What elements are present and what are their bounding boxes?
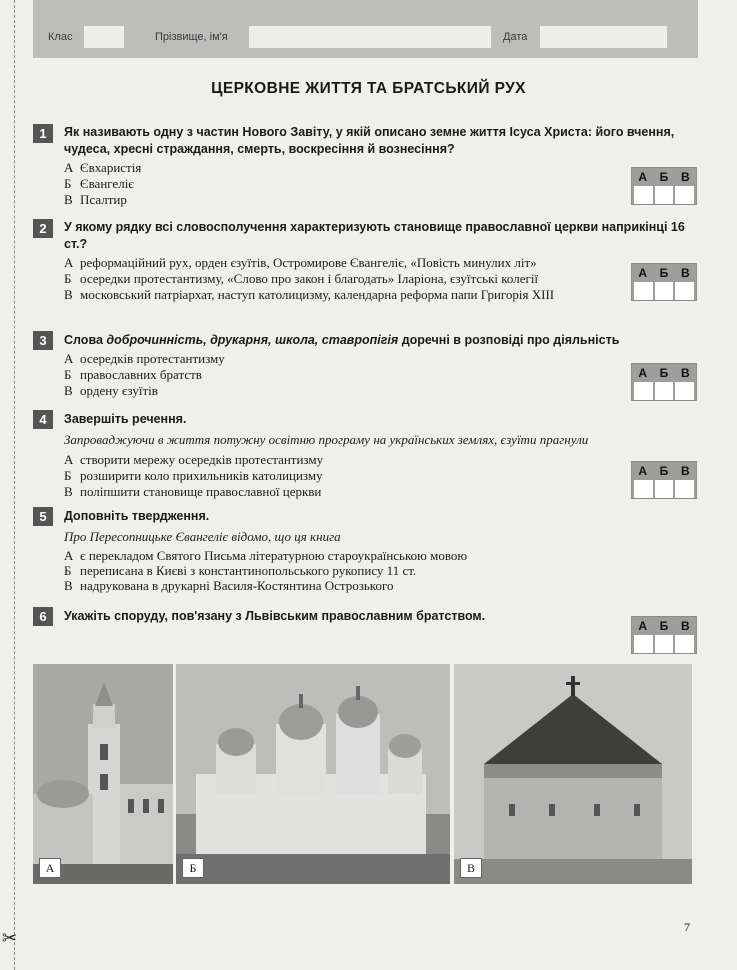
question-stem: Про Пересопницьке Євангеліє відомо, що ця книга (64, 529, 341, 544)
photo-c-fortified-church (454, 664, 692, 884)
answer-cell-a[interactable] (634, 186, 653, 204)
option-a[interactable]: А Євхаристія (64, 160, 142, 175)
photo-label-c: В (460, 858, 482, 878)
option-c[interactable]: В Псалтир (64, 192, 127, 207)
photo-b-cathedral-domes (176, 664, 450, 884)
question-number: 6 (33, 607, 53, 626)
question-text: У якому рядку всі словосполучення характеризують становище православної церкви наприкінці 16 ст.? (64, 220, 685, 251)
class-field[interactable] (84, 26, 124, 48)
answer-grid: А Б В (631, 167, 697, 205)
class-label: Клас (48, 31, 73, 43)
option-c[interactable]: В московський патріархат, наступ католицизму, календарна реформа папи Григорія XIII (64, 287, 555, 302)
option-c[interactable]: В надрукована в друкарні Василя-Костянтина Острозького (64, 578, 394, 593)
photo-a-church-with-tower (33, 664, 173, 884)
option-b[interactable]: Б православних братств (64, 367, 202, 382)
question-text: Укажіть споруду, пов'язану з Львівським православним братством. (64, 609, 486, 623)
answer-cell-c[interactable] (675, 635, 694, 653)
answer-grid: А Б В (631, 461, 697, 499)
option-c[interactable]: В поліпшити становище православної церкви (64, 484, 322, 499)
answer-cell-c[interactable] (675, 480, 694, 498)
option-c[interactable]: В ордену єзуїтів (64, 383, 158, 398)
option-b[interactable]: Б переписана в Києві з константинопольського рукопису 11 ст. (64, 563, 417, 578)
date-label: Дата (503, 31, 528, 43)
scissors-icon: ✂ (2, 928, 18, 948)
question-text: Доповніть твердження. (64, 509, 210, 523)
answer-cell-a[interactable] (634, 282, 653, 300)
name-field[interactable] (249, 26, 491, 48)
question-number: 1 (33, 124, 53, 143)
question-number: 2 (33, 219, 53, 238)
answer-cell-b[interactable] (655, 480, 674, 498)
answer-cell-a[interactable] (634, 635, 653, 653)
answer-cell-c[interactable] (675, 282, 694, 300)
cut-line (14, 0, 15, 970)
option-a[interactable]: А є перекладом Святого Письма літературною староукраїнською мовою (64, 548, 468, 563)
option-a[interactable]: А створити мережу осередків протестантизму (64, 452, 324, 467)
answer-cell-b[interactable] (655, 635, 674, 653)
option-b[interactable]: Б розширити коло прихильників католицизму (64, 468, 323, 483)
page-number: 7 (684, 920, 690, 934)
question-number: 5 (33, 507, 53, 526)
date-field[interactable] (540, 26, 667, 48)
answer-cell-c[interactable] (675, 382, 694, 400)
option-a[interactable]: А осередків протестантизму (64, 351, 225, 366)
question-text: Слова доброчинність, друкарня, школа, ставропігія доречні в розповіді про діяльність (64, 333, 620, 347)
answer-cell-a[interactable] (634, 382, 653, 400)
answer-grid: А Б В (631, 616, 697, 654)
question-number: 4 (33, 410, 53, 429)
question-number: 3 (33, 331, 53, 350)
option-b[interactable]: Б Євангеліє (64, 176, 134, 191)
answer-cell-b[interactable] (655, 282, 674, 300)
page-title: ЦЕРКОВНЕ ЖИТТЯ ТА БРАТСЬКИЙ РУХ (211, 80, 526, 97)
option-b[interactable]: Б осередки протестантизму, «Слово про закон і благодать» Іларіона, єзуїтські колегії (64, 271, 539, 286)
answer-grid: А Б В (631, 363, 697, 401)
name-label: Прізвище, ім'я (155, 31, 228, 43)
answer-cell-b[interactable] (655, 186, 674, 204)
photo-label-a: А (39, 858, 61, 878)
answer-cell-a[interactable] (634, 480, 653, 498)
header-bar (33, 0, 698, 58)
question-text: Як називають одну з частин Нового Завіту, у якій описано земне життя Ісуса Христа: його вчення, чудеса, хресні страждання, смерть, воскресіння й вознесіння? (64, 125, 675, 156)
answer-grid: А Б В (631, 263, 697, 301)
option-a[interactable]: А реформаційний рух, орден єзуїтів, Остромирове Євангеліє, «Повість минулих літ» (64, 255, 537, 270)
answer-cell-b[interactable] (655, 382, 674, 400)
question-text: Завершіть речення. (64, 412, 187, 426)
question-stem: Запроваджуючи в життя потужну освітню програму на українських землях, єзуїти прагнули (64, 432, 589, 447)
photo-label-b: Б (182, 858, 204, 878)
answer-cell-c[interactable] (675, 186, 694, 204)
